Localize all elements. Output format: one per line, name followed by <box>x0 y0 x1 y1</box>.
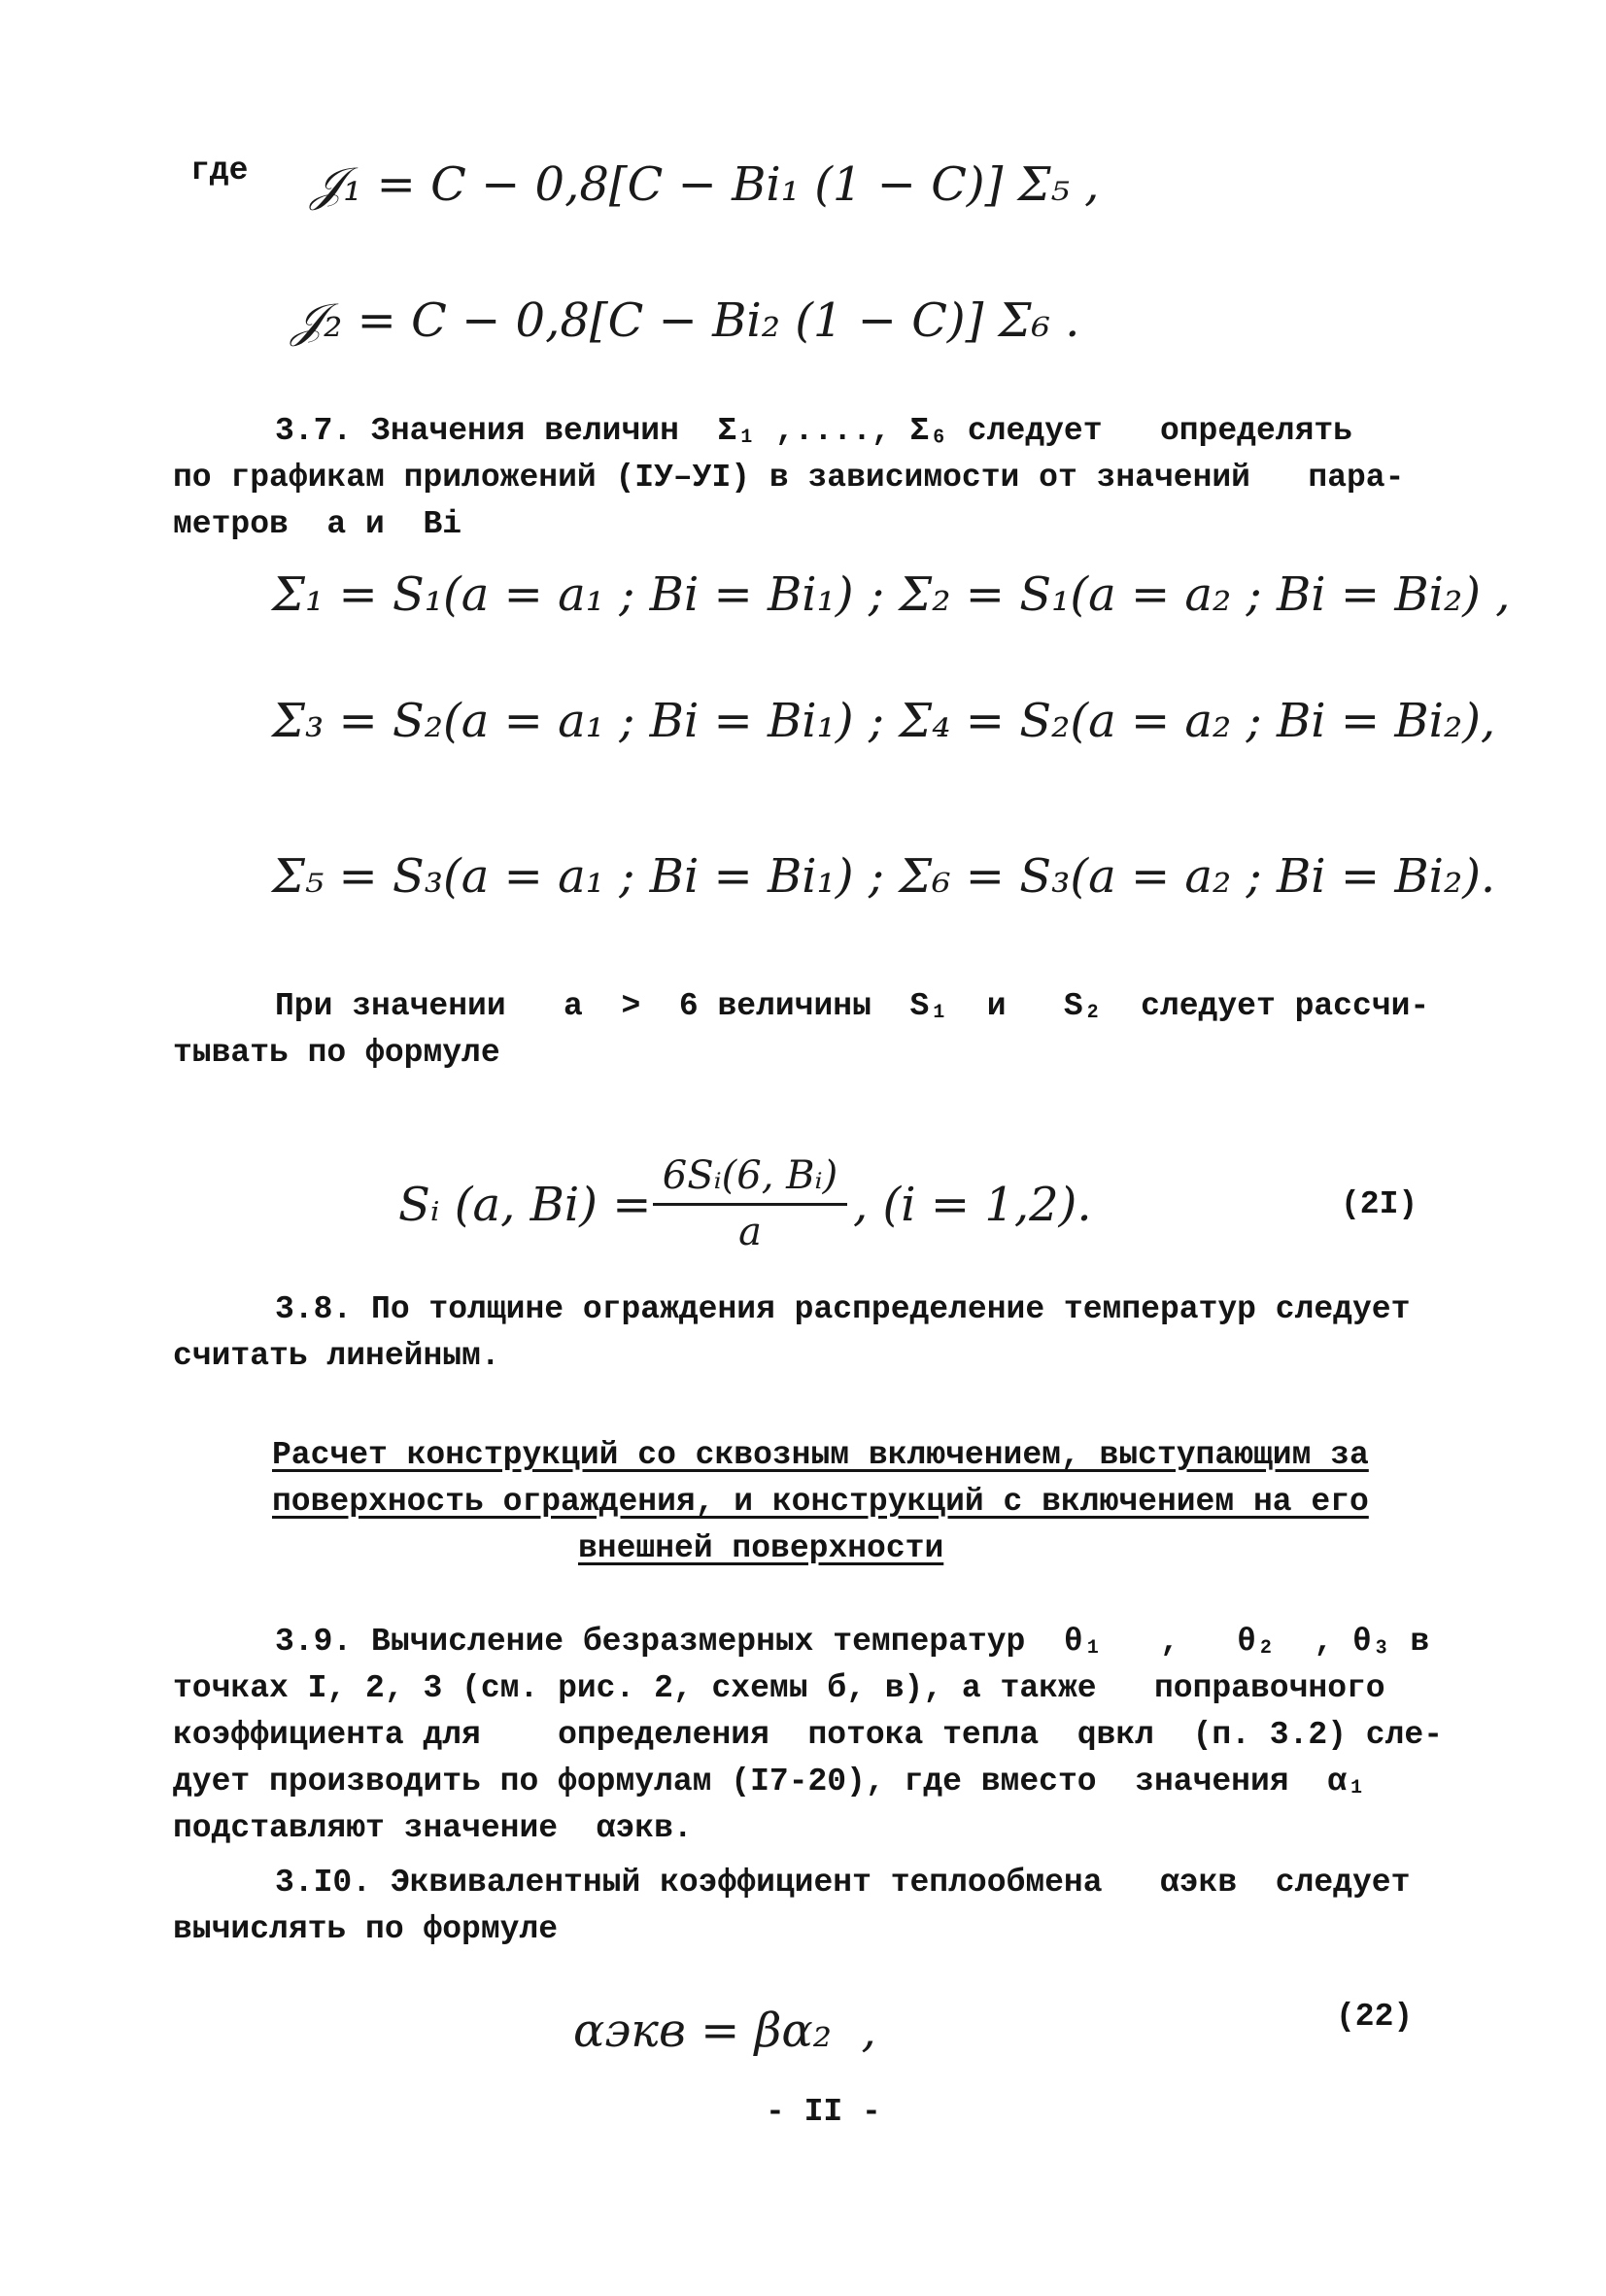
section-3-10-line2: вычислять по формуле <box>173 1911 559 1947</box>
section-heading-line1: Расчет конструкций со сквозным включением, выступающим за <box>272 1437 1369 1473</box>
section-3-7-line3: метров а и Bi <box>173 506 462 542</box>
section-3-9-line5: подставляют значение αэкв. <box>173 1810 693 1846</box>
gde-label: где <box>190 153 249 188</box>
section-3-9-line4: дует производить по формулам (I7-20), где вместо значения α₁ <box>173 1764 1366 1799</box>
eq21-number: (2I) <box>1341 1186 1418 1222</box>
section-3-9-line1: 3.9. Вычисление безразмерных температур θ₁ , θ₂ , θ₃ в <box>275 1624 1430 1660</box>
section-3-8-line2: считать линейным. <box>173 1338 500 1374</box>
eq21-fraction <box>653 1147 847 1263</box>
sigma-equation-2: Σ₃ = S₂(a = a₁ ; Bi = Bi₁) ; Σ₄ = S₂(a = a₂ ; Bi = Bi₂), <box>272 694 1496 748</box>
section-3-7-line1: 3.7. Значения величин Σ₁ ,...., Σ₆ следует определять <box>275 413 1352 449</box>
eq21-numerator: 6Sᵢ(6, Bᵢ) <box>662 1153 838 1198</box>
eq21-denominator: a <box>738 1210 762 1254</box>
section-3-9-line2: точках I, 2, 3 (см. рис. 2, схемы б, в), а также поправочного <box>173 1670 1385 1706</box>
sigma-equation-1: Σ₁ = S₁(a = a₁ ; Bi = Bi₁) ; Σ₂ = S₁(a = a₂ ; Bi = Bi₂) , <box>272 567 1511 622</box>
sigma-equation-3: Σ₅ = S₃(a = a₁ ; Bi = Bi₁) ; Σ₆ = S₃(a = a₂ ; Bi = Bi₂). <box>272 849 1496 904</box>
page-number: - II - <box>766 2094 881 2130</box>
section-heading-line2: поверхность ограждения, и конструкций с включением на его <box>272 1484 1369 1520</box>
formula-j1: 𝒥₁ = C − 0,8[C − Bi₁ (1 − C)] Σ₅ , <box>311 157 1100 212</box>
section-3-8-line1: 3.8. По толщине ограждения распределение температур следует <box>275 1291 1411 1327</box>
eq21-rhs: , (i = 1,2). <box>853 1178 1092 1232</box>
section-3-9-line3: коэффициента для определения потока тепла qвкл (п. 3.2) сле- <box>173 1717 1444 1753</box>
equation-22: αэкв = βα₂ , <box>573 2004 876 2058</box>
section-3-10-line1: 3.I0. Эквивалентный коэффициент теплообмена αэкв следует <box>275 1865 1411 1901</box>
section-heading-line3: внешней поверхности <box>578 1530 944 1566</box>
formula-j2: 𝒥₂ = C − 0,8[C − Bi₂ (1 − C)] Σ₆ . <box>291 293 1080 348</box>
paragraph-a6-line2: тывать по формуле <box>173 1035 500 1071</box>
eq22-number: (22) <box>1336 1999 1414 2035</box>
eq21-lhs: Sᵢ (a, Bi) = <box>398 1178 652 1232</box>
section-3-7-line2: по графикам приложений (IУ–УI) в зависимости от значений пара- <box>173 460 1405 496</box>
equation-21 <box>398 1147 1418 1263</box>
paragraph-a6-line1: При значении а > 6 величины S₁ и S₂ следует рассчи- <box>275 988 1430 1024</box>
